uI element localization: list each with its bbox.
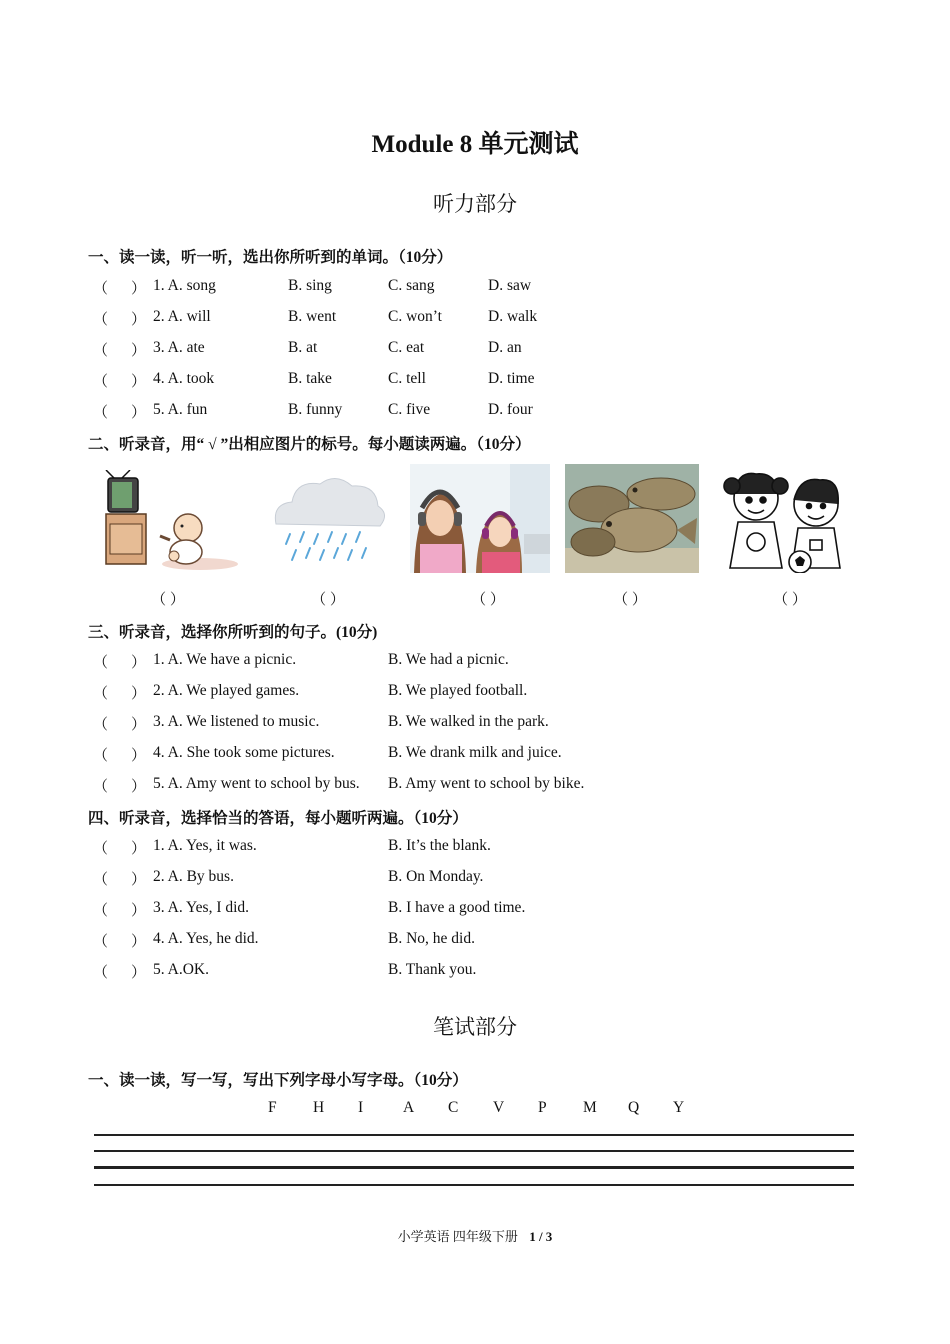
option-b: B. sing: [288, 277, 332, 294]
section-5-heading: 一、读一读，写一写，写出下列字母小写字母。（10分）: [88, 1072, 468, 1089]
capital-letter: M: [583, 1099, 597, 1116]
option-a: 3. A. We listened to music.: [153, 713, 320, 730]
writing-line: [94, 1166, 854, 1169]
capital-letter: C: [448, 1099, 459, 1116]
option-c: C. five: [388, 401, 431, 418]
writing-line: [94, 1134, 854, 1136]
option-b: B. On Monday.: [388, 868, 484, 885]
answer-paren-open: （: [93, 748, 109, 764]
option-a: 4. A. She took some pictures.: [153, 744, 335, 761]
option-a: 2. A. We played games.: [153, 682, 300, 699]
rain-cloud-image: [268, 474, 390, 572]
option-c: C. sang: [388, 277, 435, 294]
option-c: C. won’t: [388, 308, 442, 325]
option-b: B. Amy went to school by bike.: [388, 775, 585, 792]
option-d: D. an: [488, 339, 522, 356]
answer-paren-close: ）: [131, 965, 147, 981]
capital-letter: H: [313, 1099, 325, 1116]
option-b: B. We drank milk and juice.: [388, 744, 562, 761]
option-d: D. four: [488, 401, 533, 418]
fish-image: [565, 464, 699, 573]
picture-answer-paren: （ ）: [151, 592, 185, 608]
option-b: B. It’s the blank.: [388, 837, 491, 854]
option-a: 5. A. fun: [153, 401, 208, 418]
option-a: 4. A. took: [153, 370, 215, 387]
option-b: B. Thank you.: [388, 961, 477, 978]
answer-paren-close: ）: [131, 779, 147, 795]
answer-paren-close: ）: [131, 903, 147, 919]
option-d: D. walk: [488, 308, 538, 325]
footer-text: 小学英语 四年级下册: [397, 1229, 518, 1244]
option-a: 3. A. ate: [153, 339, 205, 356]
answer-paren-open: （: [93, 841, 109, 857]
option-a: 2. A. By bus.: [153, 868, 234, 885]
listening-part-heading: 听力部分: [433, 192, 517, 216]
option-b: B. funny: [288, 401, 343, 418]
option-a: 5. A. Amy went to school by bus.: [153, 775, 360, 792]
answer-paren-open: （: [93, 281, 109, 297]
section-1-heading: 一、读一读，听一听，选出你所听到的单词。（10分）: [88, 249, 453, 266]
answer-paren-close: ）: [131, 872, 147, 888]
baby-watching-tv-image: [100, 470, 240, 572]
section-4-heading: 四、听录音，选择恰当的答语，每小题听两遍。（10分）: [88, 810, 468, 827]
answer-paren-open: （: [93, 903, 109, 919]
option-b: B. No, he did.: [388, 930, 475, 947]
option-b: B. I have a good time.: [388, 899, 526, 916]
girls-with-headphones-image: [410, 464, 550, 573]
writing-part-heading: 笔试部分: [433, 1015, 517, 1039]
capital-letter: A: [403, 1099, 415, 1116]
answer-paren-close: ）: [131, 655, 147, 671]
answer-paren-open: （: [93, 405, 109, 421]
capital-letter: Q: [628, 1099, 640, 1116]
capital-letter: P: [538, 1099, 547, 1116]
option-d: D. time: [488, 370, 535, 387]
answer-paren-close: ）: [131, 934, 147, 950]
answer-paren-open: （: [93, 779, 109, 795]
option-a: 1. A. Yes, it was.: [153, 837, 257, 854]
option-c: C. tell: [388, 370, 426, 387]
option-a: 1. A. song: [153, 277, 216, 294]
capital-letter: I: [358, 1099, 364, 1116]
answer-paren-open: （: [93, 343, 109, 359]
answer-paren-close: ）: [131, 686, 147, 702]
option-a: 5. A.OK.: [153, 961, 209, 978]
answer-paren-open: （: [93, 872, 109, 888]
kids-with-ball-image: [716, 464, 856, 573]
answer-paren-open: （: [93, 686, 109, 702]
option-a: 2. A. will: [153, 308, 211, 325]
option-b: B. at: [288, 339, 318, 356]
answer-paren-close: ）: [131, 312, 147, 328]
answer-paren-open: （: [93, 374, 109, 390]
option-b: B. We played football.: [388, 682, 528, 699]
answer-paren-close: ）: [131, 405, 147, 421]
option-b: B. We walked in the park.: [388, 713, 549, 730]
page-number: 1 / 3: [529, 1229, 553, 1244]
capital-letter: Y: [673, 1099, 685, 1116]
answer-paren-close: ）: [131, 374, 147, 390]
answer-paren-open: （: [93, 717, 109, 733]
capital-letter: V: [493, 1099, 505, 1116]
option-a: 4. A. Yes, he did.: [153, 930, 259, 947]
answer-paren-close: ）: [131, 343, 147, 359]
page-title: Module 8 单元测试: [371, 131, 579, 158]
picture-answer-paren: （ ）: [311, 592, 345, 608]
answer-paren-open: （: [93, 965, 109, 981]
answer-paren-close: ）: [131, 841, 147, 857]
answer-paren-close: ）: [131, 748, 147, 764]
picture-answer-paren: （ ）: [613, 592, 647, 608]
picture-answer-paren: （ ）: [773, 592, 807, 608]
answer-paren-close: ）: [131, 717, 147, 733]
option-d: D. saw: [488, 277, 532, 294]
answer-paren-open: （: [93, 934, 109, 950]
section-3-heading: 三、听录音，选择你所听到的句子。(10分): [88, 624, 378, 641]
writing-line: [94, 1150, 854, 1152]
answer-paren-open: （: [93, 655, 109, 671]
capital-letter: F: [268, 1099, 277, 1116]
writing-line: [94, 1184, 854, 1186]
option-b: B. went: [288, 308, 337, 325]
page-footer: [0, 1226, 950, 1245]
section-2-heading: 二、听录音，用“ √ ”出相应图片的标号。每小题读两遍。（10分）: [88, 436, 531, 453]
option-c: C. eat: [388, 339, 425, 356]
option-b: B. take: [288, 370, 332, 387]
answer-paren-open: （: [93, 312, 109, 328]
option-b: B. We had a picnic.: [388, 651, 509, 668]
option-a: 3. A. Yes, I did.: [153, 899, 250, 916]
picture-answer-paren: （ ）: [471, 592, 505, 608]
option-a: 1. A. We have a picnic.: [153, 651, 297, 668]
answer-paren-close: ）: [131, 281, 147, 297]
